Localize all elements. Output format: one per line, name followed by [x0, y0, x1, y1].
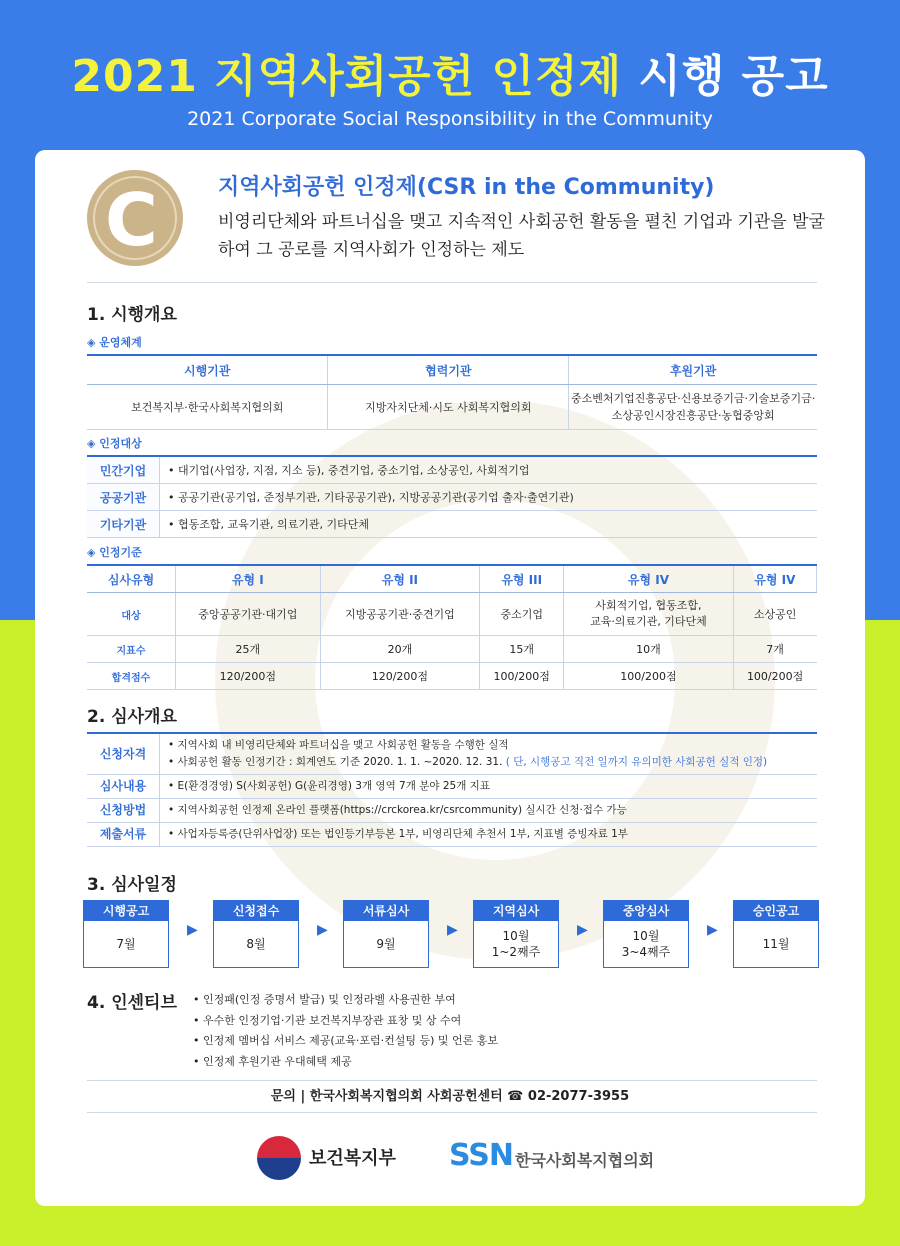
crit-cell: 지방공공기관·중견기업 [320, 593, 480, 636]
list-item: • 인정제 멤버십 서비스 제공(교육·포럼·컨설팅 등) 및 언론 홍보 [193, 1034, 499, 1047]
crit-cell: 소상공인 [733, 593, 816, 636]
review-key: 신청방법 [87, 799, 160, 823]
crit-cell: 20개 [320, 636, 480, 663]
divider [87, 282, 817, 283]
list-item: • 인정제 후원기관 우대혜택 제공 [193, 1054, 352, 1068]
content-card [35, 150, 865, 1206]
step-label: 승인공고 [734, 901, 818, 921]
review-value: • E(환경경영) S(사회공헌) G(윤리경영) 3개 영역 7개 분야 25개 지표 [160, 775, 818, 799]
schedule-step [473, 900, 559, 968]
op-cell: 중소벤처기업진흥공단·신용보증기금·기술보증기금· 소상공인시장진흥공단·농협중앙회 [569, 385, 817, 430]
crit-header: 심사유형 [87, 565, 176, 593]
gov-emblem-icon [257, 1136, 301, 1180]
list-item: • 우수한 인정기업·기관 보건복지부장관 표창 및 상 수여 [193, 1013, 462, 1027]
crit-header: 유형 I [176, 565, 321, 593]
schedule-step [213, 900, 299, 968]
review-table [87, 732, 817, 847]
title-accent: 시행 공고 [638, 51, 829, 102]
crit-cell: 7개 [733, 636, 816, 663]
page-subtitle: 2021 Corporate Social Responsibility in the Community [187, 108, 713, 130]
crit-header: 유형 II [320, 565, 480, 593]
ssn-name: 한국사회복지협의회 [515, 1151, 655, 1170]
crit-cell: 25개 [176, 636, 321, 663]
step-value: 11월 [762, 937, 790, 951]
contact-info: 문의 | 한국사회복지협의회 사회공헌센터 ☎ 02-2077-3955 [270, 1089, 630, 1104]
footer-logos [35, 1130, 865, 1180]
arrow-right-icon: ▶ [707, 922, 718, 938]
crit-header: 유형 III [480, 565, 564, 593]
op-cell: 보건복지부·한국사회복지협의회 [87, 385, 328, 430]
certification-logo-icon: C [87, 170, 183, 266]
page-title [0, 40, 900, 104]
target-value: • 공공기관(공기업, 준정부기관, 기타공공기관), 지방공공기관(공기업 출자·출연기관) [160, 484, 818, 511]
section-2-title: 2. 심사개요 [87, 707, 177, 727]
section-4-title: 4. 인센티브 [87, 993, 177, 1013]
target-table [87, 455, 817, 538]
crit-key: 합격점수 [87, 663, 176, 690]
op-header: 후원기관 [569, 355, 817, 385]
crit-cell: 100/200점 [564, 663, 734, 690]
crit-cell: 100/200점 [480, 663, 564, 690]
table-row [87, 593, 817, 636]
step-label: 서류심사 [344, 901, 428, 921]
arrow-right-icon: ▶ [577, 922, 588, 938]
qual-note: ( 단, 시행공고 직전 일까지 유의미한 사회공헌 실적 인정) [505, 756, 768, 768]
target-key: 기타기관 [87, 511, 160, 538]
table-row [87, 775, 817, 799]
table-row [87, 663, 817, 690]
target-key: 공공기관 [87, 484, 160, 511]
section-1-title: 1. 시행개요 [87, 305, 177, 325]
target-value: • 협동조합, 교육기관, 의료기관, 기타단체 [160, 511, 818, 538]
intro-body: 비영리단체와 파트너십을 맺고 지속적인 사회공헌 활동을 펼친 기업과 기관을 발굴하여 그 공로를 지역사회가 인정하는 제도 [218, 212, 825, 260]
op-label: ◈ 운영체계 [87, 336, 142, 349]
step-label: 신청접수 [214, 901, 298, 921]
review-value: • 지역사회공헌 인정제 온라인 플랫폼(https://crckorea.kr/csrcommunity) 실시간 신청·접수 가능 [160, 799, 818, 823]
schedule-flow [83, 900, 823, 970]
operation-table [87, 354, 817, 430]
divider [87, 1080, 817, 1081]
target-key: 민간기업 [87, 456, 160, 484]
table-row [87, 484, 817, 511]
schedule-step [343, 900, 429, 968]
table-row [87, 823, 817, 847]
gov-name: 보건복지부 [309, 1148, 396, 1169]
review-key: 제출서류 [87, 823, 160, 847]
schedule-step [83, 900, 169, 968]
step-label: 중앙심사 [604, 901, 688, 921]
crit-key: 지표수 [87, 636, 176, 663]
crit-cell: 120/200점 [176, 663, 321, 690]
step-value: 10월 3~4째주 [621, 929, 671, 959]
target-label: ◈ 인정대상 [87, 437, 142, 450]
crit-cell: 중소기업 [480, 593, 564, 636]
step-value: 10월 1~2째주 [491, 929, 541, 959]
arrow-right-icon: ▶ [317, 922, 328, 938]
step-label: 시행공고 [84, 901, 168, 921]
crit-cell: 중앙공공기관·대기업 [176, 593, 321, 636]
review-key: 심사내용 [87, 775, 160, 799]
intro-headline: 지역사회공헌 인정제(CSR in the Community) [218, 175, 715, 200]
target-value: • 대기업(사업장, 지점, 지소 등), 중견기업, 중소기업, 소상공인, 사회적기업 [160, 456, 818, 484]
title-main: 2021 지역사회공헌 인정제 [71, 51, 622, 102]
crit-header: 유형 IV [733, 565, 816, 593]
arrow-right-icon: ▶ [187, 922, 198, 938]
table-row [87, 799, 817, 823]
op-header: 협력기관 [328, 355, 569, 385]
crit-cell: 10개 [564, 636, 734, 663]
crit-cell: 100/200점 [733, 663, 816, 690]
table-row [87, 733, 817, 775]
section-3-title: 3. 심사일정 [87, 875, 177, 895]
ssn-logo: SSN [449, 1138, 513, 1173]
schedule-step [733, 900, 819, 968]
table-row [87, 456, 817, 484]
table-row [87, 636, 817, 663]
divider [87, 1112, 817, 1113]
qual-line: • 사회공헌 활동 인정기간 : 회계연도 기준 2020. 1. 1. ~2020. 12. 31. [168, 756, 503, 768]
step-value: 9월 [376, 937, 396, 951]
criteria-table [87, 564, 817, 690]
qual-line: • 지역사회 내 비영리단체와 파트너십을 맺고 사회공헌 활동을 수행한 실적 [168, 739, 509, 751]
crit-cell: 15개 [480, 636, 564, 663]
table-row [87, 511, 817, 538]
op-cell: 지방자치단체·시도 사회복지협의회 [328, 385, 569, 430]
crit-header: 유형 IV [564, 565, 734, 593]
review-value: • 사업자등록증(단위사업장) 또는 법인등기부등본 1부, 비영리단체 추천서 1부, 지표별 증빙자료 1부 [160, 823, 818, 847]
criteria-label: ◈ 인정기준 [87, 546, 142, 559]
schedule-step [603, 900, 689, 968]
incentive-list [193, 990, 498, 1072]
list-item: • 인정패(인정 증명서 발급) 및 인정라벨 사용권한 부여 [193, 993, 456, 1006]
arrow-right-icon: ▶ [447, 922, 458, 938]
op-header: 시행기관 [87, 355, 328, 385]
step-label: 지역심사 [474, 901, 558, 921]
crit-cell: 120/200점 [320, 663, 480, 690]
step-value: 7월 [116, 937, 136, 951]
step-value: 8월 [246, 937, 266, 951]
crit-key: 대상 [87, 593, 176, 636]
review-value [160, 733, 818, 775]
crit-cell: 사회적기업, 협동조합, 교육·의료기관, 기타단체 [564, 593, 734, 636]
review-key: 신청자격 [87, 733, 160, 775]
